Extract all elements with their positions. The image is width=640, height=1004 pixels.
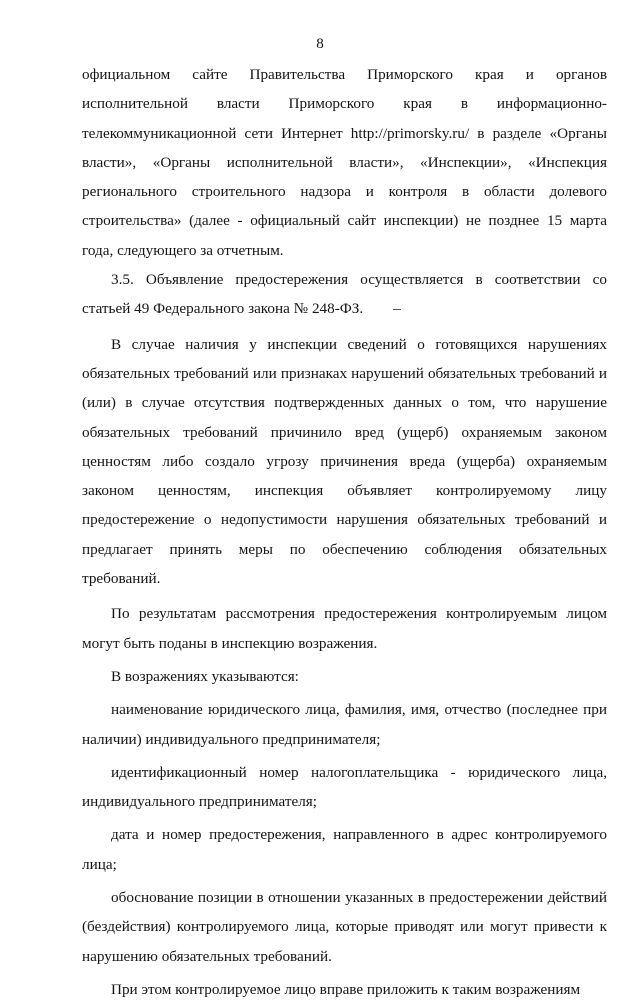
paragraph-3-5-text: 3.5. Объявление предостережения осуществляется в соответствии со статьей 49 Федерального закона № 248-ФЗ.: [82, 271, 607, 318]
list-item-warning-date-number: дата и номер предостережения, направленного в адрес контролируемого лица;: [82, 826, 607, 873]
paragraph-warning-conditions: В случае наличия у инспекции сведений о готовящихся нарушениях обязательных требований или признаках нарушений обязательных требований и (или) в случае отсутствия подтвержденных данных о том, что нарушение обязательных требований причинило вред (ущерб) охраняемым законом ценностям либо создало угрозу причинения вреда (ущерба) охраняемым законом ценностям, инспекция объявляет контролируемому лицу предостережение о недопустимости нарушения обязательных требований и предлагает принять меры по обеспечению соблюдения обязательных требований.: [82, 335, 607, 588]
list-item-tax-id: идентификационный номер налогоплательщика - юридического лица, индивидуального предпринимателя;: [82, 763, 607, 811]
list-item-justification: обоснование позиции в отношении указанных в предостережении действий (бездействия) контролируемого лица, которые приводят или могут привести к нарушению обязательных требований.: [82, 889, 607, 965]
page-number: 8: [316, 36, 324, 52]
stray-mark: [393, 309, 401, 310]
document-body: [82, 60, 607, 1004]
paragraph-website-publication: официальном сайте Правительства Приморского края и органов исполнительной власти Приморского края в информационно-телекоммуникационной сети Интернет http://primorsky.ru/ в разделе «Органы власти», «Органы исполнительной власти», «Инспекции», «Инспекция регионального строительного надзора и контроля в области долевого строительства» (далее - официальный сайт инспекции) не позднее 15 марта года, следующего за отчетным.: [82, 66, 607, 259]
paragraph-attachments: При этом контролируемое лицо вправе приложить к таким возражениям: [111, 980, 581, 998]
list-item-name: наименование юридического лица, фамилия, имя, отчество (последнее при наличии) индивидуального предпринимателя;: [82, 701, 607, 748]
paragraph-objections-list-intro: В возражениях указываются:: [111, 667, 299, 685]
paragraph-3-5: [82, 265, 607, 324]
paragraph-objections: По результатам рассмотрения предостережения контролируемым лицом могут быть поданы в инспекцию возражения.: [82, 605, 607, 652]
